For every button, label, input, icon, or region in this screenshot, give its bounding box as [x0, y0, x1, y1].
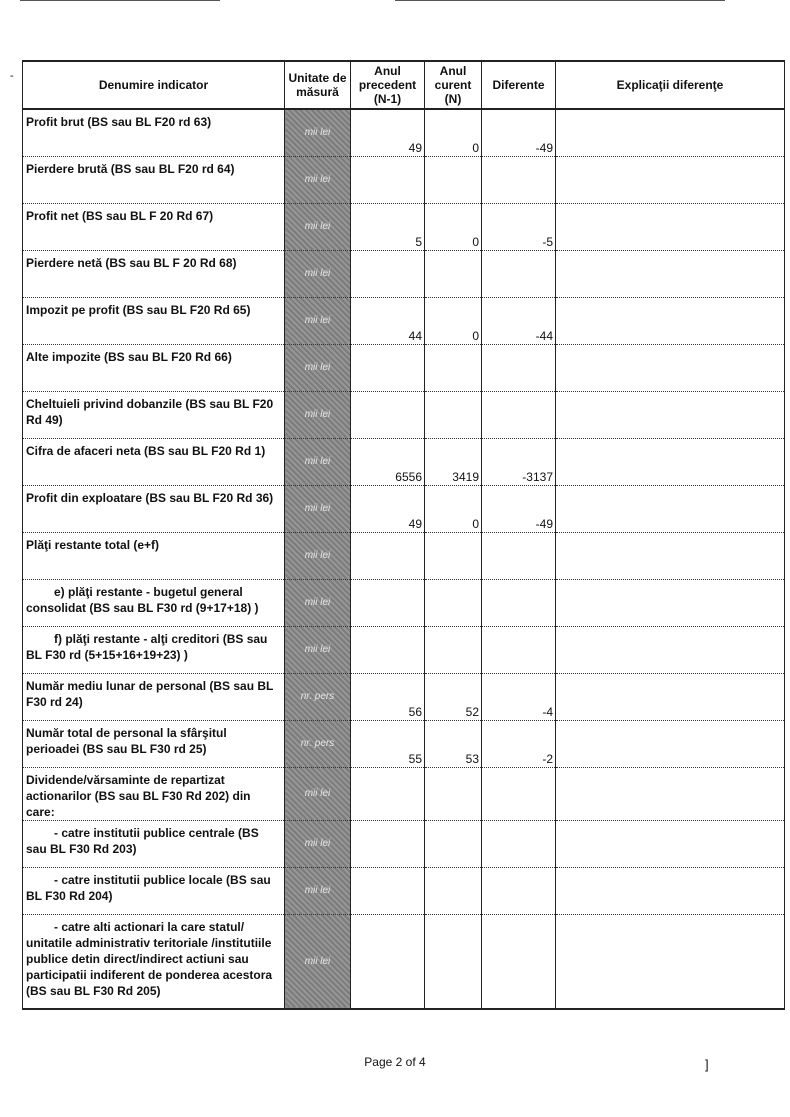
current-year-value	[425, 820, 482, 867]
table-row	[23, 344, 785, 391]
indicator-name: Profit din exploatare (BS sau BL F20 Rd 36)	[23, 485, 285, 532]
current-year-value	[425, 767, 482, 820]
previous-year-value	[351, 626, 425, 673]
unit-cell: mii lei	[285, 109, 351, 156]
table-row	[23, 156, 785, 203]
table-body	[23, 109, 785, 1009]
page-number: Page 2 of 4	[364, 1055, 426, 1069]
difference-value: -3137	[482, 438, 556, 485]
table-row	[23, 767, 785, 820]
previous-year-value	[351, 914, 425, 1009]
unit-cell: nr. pers	[285, 673, 351, 720]
unit-cell: nr. pers	[285, 720, 351, 767]
explanation-cell	[556, 250, 785, 297]
unit-cell: mii lei	[285, 532, 351, 579]
indicator-name: Impozit pe profit (BS sau BL F20 Rd 65)	[23, 297, 285, 344]
difference-value	[482, 914, 556, 1009]
previous-year-value: 5	[351, 203, 425, 250]
indicator-name: Cheltuieli privind dobanzile (BS sau BL F20 Rd 49)	[23, 391, 285, 438]
table-row	[23, 297, 785, 344]
current-year-value	[425, 391, 482, 438]
explanation-cell	[556, 720, 785, 767]
unit-cell: mii lei	[285, 867, 351, 914]
explanation-cell	[556, 532, 785, 579]
current-year-value	[425, 156, 482, 203]
unit-cell: mii lei	[285, 485, 351, 532]
previous-year-value	[351, 767, 425, 820]
indicator-name: Plăţi restante total (e+f)	[23, 532, 285, 579]
table-row	[23, 820, 785, 867]
unit-cell: mii lei	[285, 820, 351, 867]
difference-value: -5	[482, 203, 556, 250]
previous-year-value	[351, 579, 425, 626]
header-explanation: Explicaţii diferenţe	[556, 61, 785, 109]
unit-cell: mii lei	[285, 438, 351, 485]
explanation-cell	[556, 673, 785, 720]
difference-value	[482, 156, 556, 203]
previous-year-value: 55	[351, 720, 425, 767]
current-year-value	[425, 867, 482, 914]
table-row	[23, 626, 785, 673]
margin-mark: -	[10, 70, 14, 82]
table-row	[23, 250, 785, 297]
explanation-cell	[556, 344, 785, 391]
table-row	[23, 109, 785, 156]
explanation-cell	[556, 867, 785, 914]
table-row	[23, 485, 785, 532]
header-difference: Diferente	[482, 61, 556, 109]
table-row	[23, 720, 785, 767]
explanation-cell	[556, 767, 785, 820]
previous-year-value	[351, 532, 425, 579]
difference-value	[482, 867, 556, 914]
explanation-cell	[556, 391, 785, 438]
current-year-value	[425, 626, 482, 673]
previous-year-value: 44	[351, 297, 425, 344]
explanation-cell	[556, 626, 785, 673]
indicator-name: - catre institutii publice locale (BS sau BL F30 Rd 204)	[23, 867, 285, 914]
table-row	[23, 532, 785, 579]
current-year-value	[425, 532, 482, 579]
previous-year-value	[351, 820, 425, 867]
unit-cell: mii lei	[285, 250, 351, 297]
indicators-table	[22, 60, 785, 1010]
unit-cell: mii lei	[285, 767, 351, 820]
current-year-value: 0	[425, 109, 482, 156]
table-row	[23, 673, 785, 720]
table-row	[23, 203, 785, 250]
current-year-value: 0	[425, 485, 482, 532]
difference-value	[482, 391, 556, 438]
previous-year-value: 6556	[351, 438, 425, 485]
unit-cell: mii lei	[285, 914, 351, 1009]
indicator-name: Alte impozite (BS sau BL F20 Rd 66)	[23, 344, 285, 391]
unit-cell: mii lei	[285, 391, 351, 438]
current-year-value: 52	[425, 673, 482, 720]
explanation-cell	[556, 297, 785, 344]
indicator-name: f) plăţi restante - alţi creditori (BS sau BL F30 rd (5+15+16+19+23) )	[23, 626, 285, 673]
difference-value	[482, 579, 556, 626]
unit-cell: mii lei	[285, 156, 351, 203]
current-year-value: 3419	[425, 438, 482, 485]
explanation-cell	[556, 438, 785, 485]
table-row	[23, 579, 785, 626]
indicator-name: Număr mediu lunar de personal (BS sau BL F30 rd 24)	[23, 673, 285, 720]
unit-cell: mii lei	[285, 579, 351, 626]
difference-value	[482, 344, 556, 391]
scan-edge-left	[20, 0, 220, 1]
difference-value	[482, 626, 556, 673]
previous-year-value: 56	[351, 673, 425, 720]
explanation-cell	[556, 820, 785, 867]
table-row	[23, 914, 785, 1009]
explanation-cell	[556, 485, 785, 532]
header-unit: Unitate de măsură	[285, 61, 351, 109]
indicator-name: Profit brut (BS sau BL F20 rd 63)	[23, 109, 285, 156]
previous-year-value: 49	[351, 109, 425, 156]
current-year-value: 0	[425, 297, 482, 344]
difference-value	[482, 250, 556, 297]
indicator-name: Pierdere netă (BS sau BL F 20 Rd 68)	[23, 250, 285, 297]
difference-value: -4	[482, 673, 556, 720]
previous-year-value	[351, 391, 425, 438]
current-year-value	[425, 250, 482, 297]
header-current-year: Anul curent (N)	[425, 61, 482, 109]
previous-year-value	[351, 156, 425, 203]
unit-cell: mii lei	[285, 626, 351, 673]
current-year-value: 0	[425, 203, 482, 250]
indicator-name: Dividende/vărsaminte de repartizat actionarilor (BS sau BL F30 Rd 202) din care:	[23, 767, 285, 820]
table-header-row	[23, 61, 785, 109]
explanation-cell	[556, 109, 785, 156]
current-year-value	[425, 579, 482, 626]
indicator-name: Pierdere brută (BS sau BL F20 rd 64)	[23, 156, 285, 203]
table-row	[23, 391, 785, 438]
indicator-name: Cifra de afaceri neta (BS sau BL F20 Rd 1)	[23, 438, 285, 485]
header-indicator: Denumire indicator	[23, 61, 285, 109]
difference-value: -44	[482, 297, 556, 344]
difference-value: -49	[482, 485, 556, 532]
difference-value: -49	[482, 109, 556, 156]
difference-value	[482, 532, 556, 579]
previous-year-value	[351, 344, 425, 391]
indicator-name: Număr total de personal la sfârşitul perioadei (BS sau BL F30 rd 25)	[23, 720, 285, 767]
current-year-value	[425, 344, 482, 391]
difference-value	[482, 767, 556, 820]
explanation-cell	[556, 579, 785, 626]
indicator-name: - catre alti actionari la care statul/ unitatile administrativ teritoriale /institutiile publice detin direct/indirect actiuni sau participatii indiferent de ponderea acestora (BS sau BL F30 Rd 205)	[23, 914, 285, 1009]
current-year-value	[425, 914, 482, 1009]
table-row	[23, 438, 785, 485]
previous-year-value	[351, 867, 425, 914]
explanation-cell	[556, 203, 785, 250]
previous-year-value	[351, 250, 425, 297]
previous-year-value: 49	[351, 485, 425, 532]
table-row	[23, 867, 785, 914]
scan-edge-right	[395, 0, 725, 1]
explanation-cell	[556, 156, 785, 203]
difference-value: -2	[482, 720, 556, 767]
indicator-name: e) plăţi restante - bugetul general consolidat (BS sau BL F30 rd (9+17+18) )	[23, 579, 285, 626]
current-year-value: 53	[425, 720, 482, 767]
indicator-name: - catre institutii publice centrale (BS sau BL F30 Rd 203)	[23, 820, 285, 867]
unit-cell: mii lei	[285, 344, 351, 391]
indicator-name: Profit net (BS sau BL F 20 Rd 67)	[23, 203, 285, 250]
difference-value	[482, 820, 556, 867]
corner-mark: ]	[705, 1057, 709, 1072]
header-previous-year: Anul precedent (N-1)	[351, 61, 425, 109]
unit-cell: mii lei	[285, 203, 351, 250]
unit-cell: mii lei	[285, 297, 351, 344]
explanation-cell	[556, 914, 785, 1009]
